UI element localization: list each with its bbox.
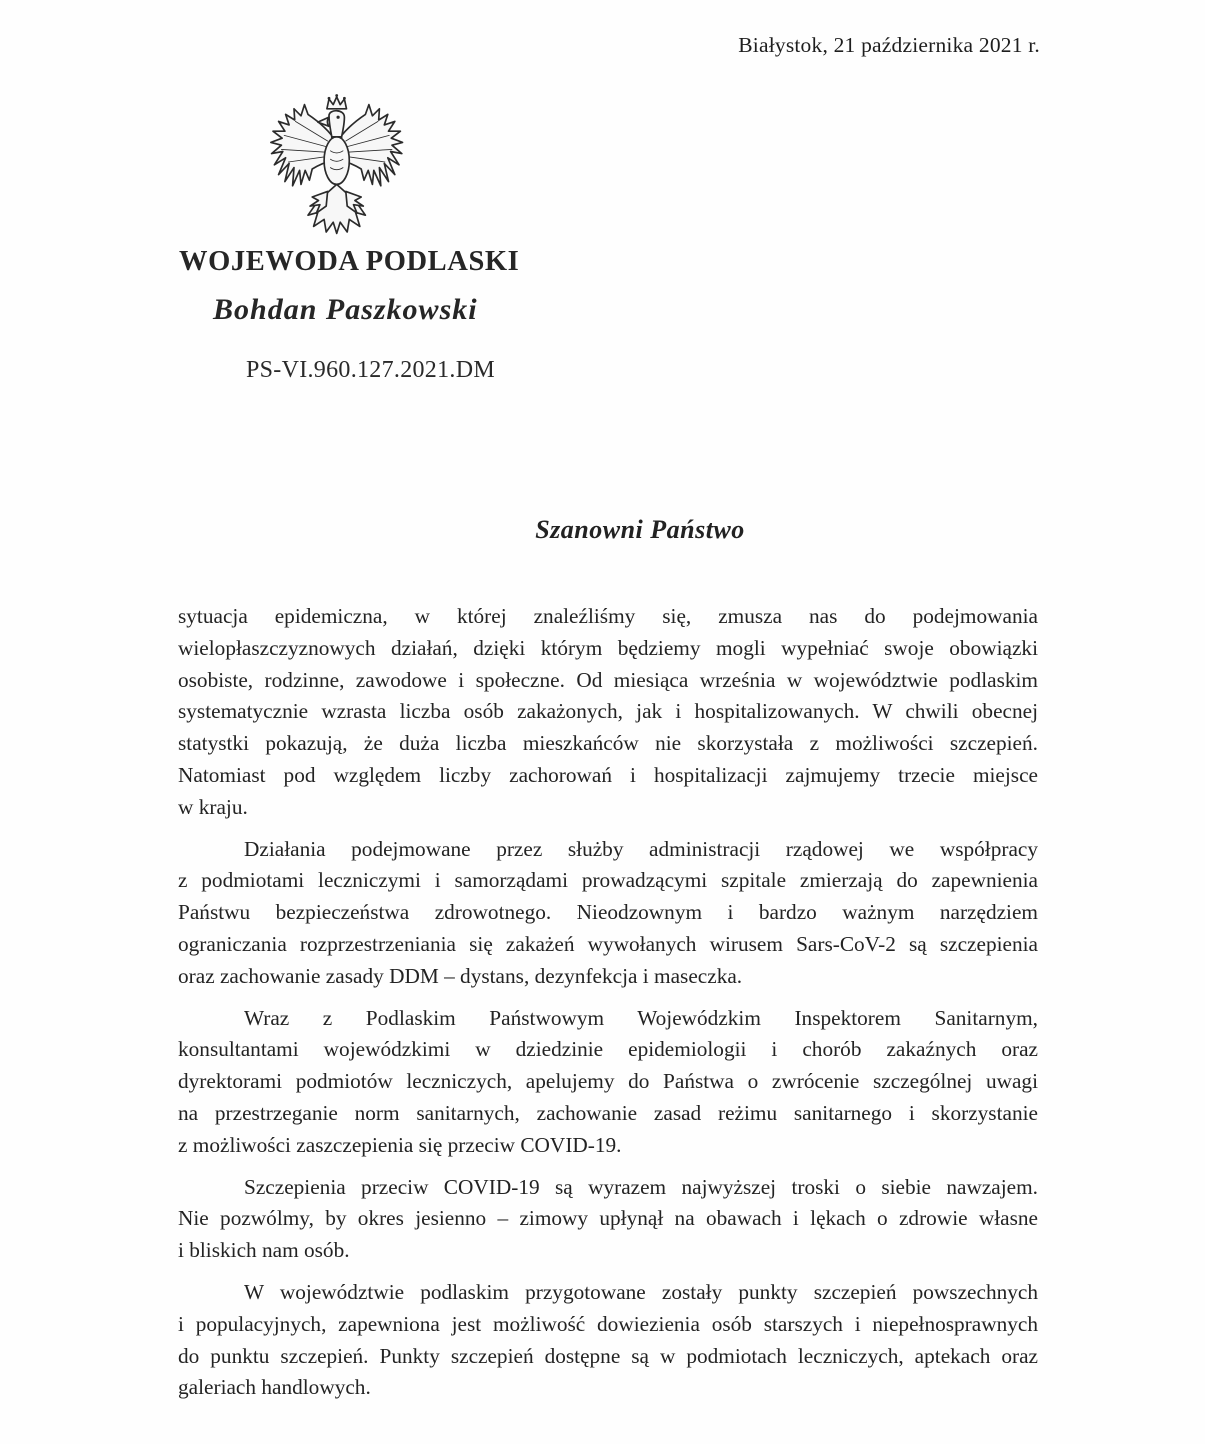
sender-name: Bohdan Paszkowski — [213, 293, 478, 326]
letter-text-line: Nie pozwólmy, by okres jesienno – zimowy upłynął na obawach i lękach o zdrowie własne — [178, 1206, 1038, 1231]
case-reference-number: PS-VI.960.127.2021.DM — [246, 357, 495, 383]
letter-text-line: osobiste, rodzinne, zawodowe i społeczne. Od miesiąca września w województwie podlaskim — [178, 667, 1038, 692]
letter-text-line: Państwu bezpieczeństwa zdrowotnego. Nieodzownym i bardzo ważnym narzędziem — [178, 900, 1038, 925]
sender-office-title: WOJEWODA PODLASKI — [179, 246, 520, 277]
letter-text-line: i populacyjnych, zapewniona jest możliwość dowiezienia osób starszych i niepełnosprawnych — [178, 1311, 1038, 1336]
letter-text-line: konsultantami wojewódzkimi w dziedzinie epidemiologii i chorób zakaźnych oraz — [178, 1037, 1038, 1062]
letter-text-line: sytuacja epidemiczna, w której znaleźliśmy się, zmusza nas do podejmowania — [178, 604, 1038, 628]
letter-text-line: do punktu szczepień. Punkty szczepień dostępne są w podmiotach leczniczych, aptekach oraz — [178, 1343, 1038, 1368]
letter-paragraph — [178, 834, 1038, 993]
letter-text-line: z możliwości zaszczepienia się przeciw COVID-19. — [178, 1132, 622, 1157]
letter-text-line: systematycznie wzrasta liczba osób zakażonych, jak i hospitalizowanych. W chwili obecnej — [178, 699, 1038, 724]
letter-text-line: galeriach handlowych. — [178, 1375, 371, 1400]
letter-text-line: Szczepienia przeciw COVID-19 są wyrazem najwyższej troski o siebie nawzajem. — [244, 1174, 1038, 1199]
letter-text-line: Natomiast pod względem liczby zachorowań i hospitalizacji zajmujemy trzecie miejsce — [178, 762, 1038, 787]
letter-text-line: i bliskich nam osób. — [178, 1238, 350, 1263]
letter-text-line: na przestrzeganie norm sanitarnych, zachowanie zasad reżimu sanitarnego i skorzystanie — [178, 1100, 1038, 1125]
letter-text-line: w kraju. — [178, 794, 248, 819]
letter-text-line: oraz zachowanie zasady DDM – dystans, dezynfekcja i maseczka. — [178, 963, 743, 988]
letter-text-line: Wraz z Podlaskim Państwowym Wojewódzkim Inspektorem Sanitarnym, — [244, 1005, 1038, 1030]
salutation: Szanowni Państwo — [535, 515, 745, 544]
letter-paragraph — [178, 1003, 1038, 1162]
letter-text-line: W województwie podlaskim przygotowane zostały punkty szczepień powszechnych — [244, 1279, 1038, 1304]
place-and-date: Białystok, 21 października 2021 r. — [738, 33, 1040, 57]
letter-text-line: ograniczania rozprzestrzeniania się zakażeń wywołanych wirusem Sars-CoV-2 są szczepienia — [178, 931, 1038, 956]
letter-paragraph — [178, 601, 1038, 824]
letter-paragraph — [178, 1172, 1038, 1267]
letter-text-line: dyrektorami podmiotów leczniczych, apelujemy do Państwa o zwrócenie szczególnej uwagi — [178, 1069, 1038, 1094]
polish-eagle-emblem-icon — [266, 92, 406, 239]
letter-paragraph — [178, 1277, 1038, 1404]
letter-text-line: statystki pokazują, że duża liczba mieszkańców nie skorzystała z możliwości szczepień. — [178, 731, 1038, 756]
letter-text-line: Działania podejmowane przez służby administracji rządowej we współpracy — [244, 836, 1038, 861]
letter-body — [178, 601, 1038, 1414]
letter-text-line: z podmiotami leczniczymi i samorządami prowadzącymi szpitale zmierzają do zapewnienia — [178, 868, 1038, 893]
letter-text-line: wielopłaszczyznowych działań, dzięki którym będziemy mogli wypełniać swoje obowiązki — [178, 635, 1038, 660]
